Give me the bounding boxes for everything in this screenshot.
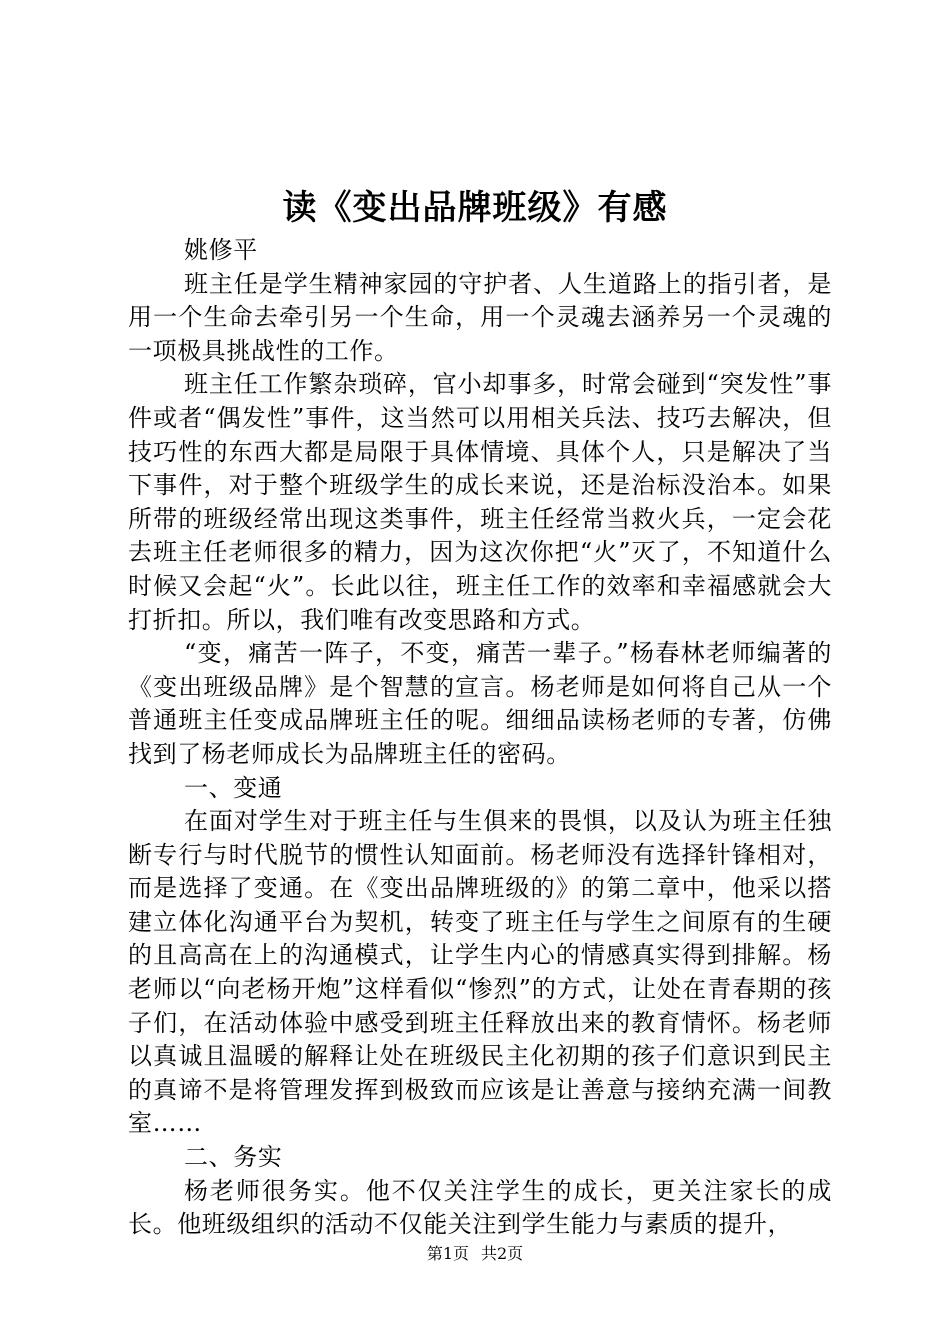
- page-footer: [0, 1242, 950, 1266]
- section-heading-2: 二、务实: [184, 1143, 283, 1172]
- page-number-total: 共2页: [481, 1244, 524, 1263]
- paragraph-1: 班主任是学生精神家园的守护者、人生道路上的指引者，是用一个生命去牵引另一个生命，用一个灵魂去涵养另一个灵魂的一项极具挑战性的工作。: [128, 269, 832, 365]
- section-heading-1: 一、变通: [184, 773, 283, 802]
- page-number-current: 第1页: [426, 1244, 469, 1263]
- paragraph-2: 班主任工作繁杂琐碎，官小却事多，时常会碰到“突发性”事件或者“偶发性”事件，这当然可以用相关兵法、技巧去解决，但技巧性的东西大都是局限于具体情境、具体个人，只是解决了当下事件，对于整个班级学生的成长来说，还是治标没治本。如果所带的班级经常出现这类事件，班主任经常当救火兵，一定会花去班主任老师很多的精力，因为这次你把“火”灭了，不知道什么时候又会起“火”。长此以往，班主任工作的效率和幸福感就会大打折扣。所以，我们唯有改变思路和方式。: [128, 370, 832, 634]
- paragraph-4: 在面对学生对于班主任与生俱来的畏惧，以及认为班主任独断专行与时代脱节的惯性认知面前。杨老师没有选择针锋相对，而是选择了变通。在《变出品牌班级的》的第二章中，他采以搭建立体化沟通平台为契机，转变了班主任与学生之间原有的生硬的且高高在上的沟通模式，让学生内心的情感真实得到排解。杨老师以“向老杨开炮”这样看似“惨烈”的方式，让处在青春期的孩子们，在活动体验中感受到班主任释放出来的教育情怀。杨老师以真诚且温暖的解释让处在班级民主化初期的孩子们意识到民主的真谛不是将管理发挥到极致而应该是让善意与接纳充满一间教室……: [128, 807, 832, 1138]
- document-body: [128, 234, 832, 1242]
- paragraph-3: “变，痛苦一阵子，不变，痛苦一辈子。”杨春林老师编著的《变出班级品牌》是个智慧的宣言。杨老师是如何将自己从一个普通班主任变成品牌班主任的呢。细细品读杨老师的专著，仿佛找到了杨老师成长为品牌班主任的密码。: [128, 639, 832, 768]
- paragraph-5: 杨老师很务实。他不仅关注学生的成长，更关注家长的成长。他班级组织的活动不仅能关注到学生能力与素质的提升，: [128, 1176, 832, 1239]
- document-title: 读《变出品牌班级》有感: [282, 188, 668, 228]
- author-name: 姚修平: [184, 236, 258, 264]
